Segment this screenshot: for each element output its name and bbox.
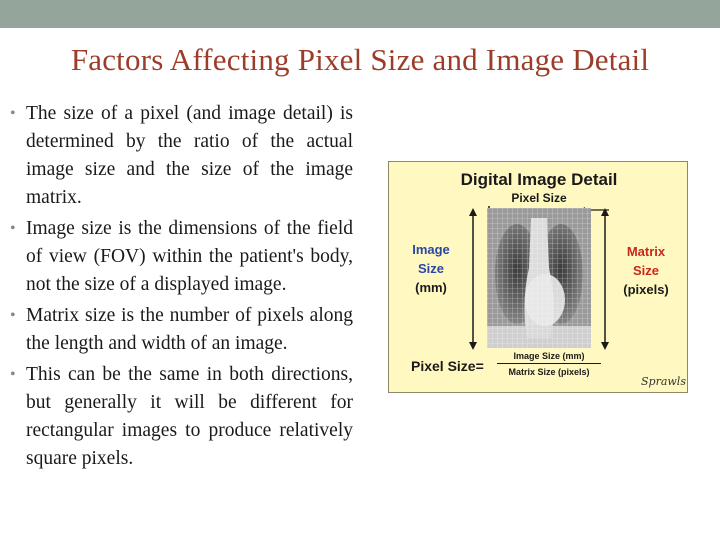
digital-image-detail-figure: [388, 161, 688, 393]
matrix-size-label: [611, 242, 681, 299]
figure-title: Digital Image Detail: [460, 170, 618, 189]
image-size-label-line: Size: [417, 261, 444, 276]
image-size-label-line: Image: [412, 242, 450, 257]
slide-title: Factors Affecting Pixel Size and Image Detail: [70, 42, 650, 77]
bullet-item: • The size of a pixel (and image detail) is determined by the ratio of the actual image size and the size of the image matrix.: [8, 100, 353, 212]
author-signature: Sprawls: [641, 375, 686, 388]
bullet-item: • Image size is the dimensions of the field of view (FOV) within the patient's body, not the size of a displayed image.: [8, 215, 353, 299]
pixel-size-fraction: [497, 351, 601, 377]
bullet-item: • This can be the same in both directions, but generally it will be different for rectangular images to produce relatively square pixels.: [8, 361, 353, 473]
bullet-list: [8, 100, 353, 476]
top-bar: [0, 0, 720, 28]
image-size-label: [403, 240, 459, 297]
image-size-arrow: [467, 208, 479, 350]
image-size-unit: (mm): [415, 280, 447, 295]
matrix-size-label-line: Matrix: [626, 244, 666, 259]
matrix-size-label-line: Size: [632, 263, 659, 278]
matrix-size-arrow: [599, 208, 611, 350]
matrix-size-unit: (pixels): [623, 282, 669, 297]
pixel-size-formula-label: Pixel Size=: [411, 358, 484, 374]
bullet-item: • Matrix size is the number of pixels along the length and width of an image.: [8, 302, 353, 358]
fraction-denominator: Matrix Size (pixels): [508, 367, 590, 377]
pixel-size-heading: Pixel Size: [511, 191, 567, 205]
chest-xray-image: [487, 208, 591, 348]
fraction-numerator: Image Size (mm): [497, 351, 601, 364]
